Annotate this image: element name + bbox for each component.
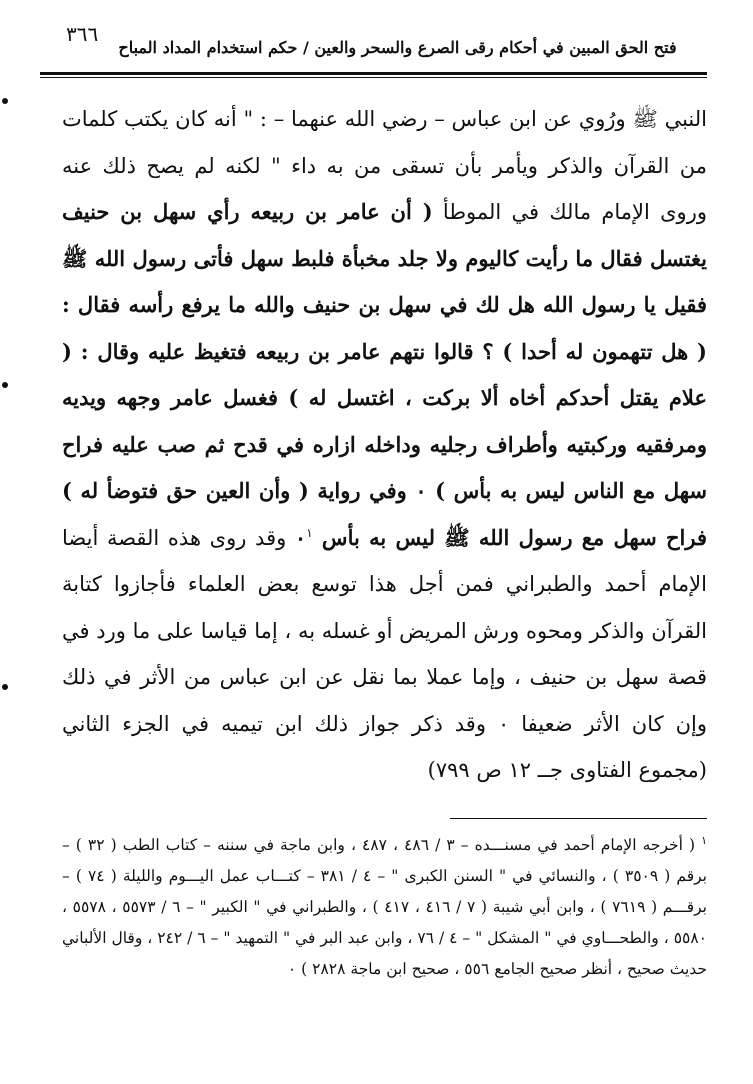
running-header: فتح الحق المبين في أحكام رقى الصرع والسحر والعين / حكم استخدام المداد المباح (118, 38, 677, 57)
margin-dot (2, 382, 8, 388)
page-number: ٣٦٦ (66, 22, 99, 46)
footnote-marker: ١ (701, 833, 707, 847)
footnote-divider (450, 818, 707, 819)
footnote (62, 830, 707, 985)
footnote-text: ( أخرجه الإمام أحمد في مسنـــده – ٣ / ٤٨٦ ، ٤٨٧ ، وابن ماجة في سننه – كتاب الطب ( ٣٢ ) – برقم ( ٣٥٠٩ ) ، والنسائي في " السنن الكبرى " – ٤ / ٣٨١ – كتـــاب عمل اليـــوم والليلة ( ٧٤ ) – برقـــم ( ٧٦١٩ ) ، وابن أبي شيبة ( ٧ / ٤١٦ ، ٤١٧ ) ، والطبراني في " الكبير " – ٦ / ٥٥٧٣ ، ٥٥٧٨ ، ٥٥٨٠ ، والطحـــاوي في " المشكل " – ٤ / ٧٦ ، وابن عبد البر في " التمهيد " – ٦ / ٢٤٢ ، وقال الألباني حديث صحيح ، أنظر صحيح الجامع ٥٥٦ ، صحيح ابن ماجة ٢٨٢٨ ) ٠ (62, 836, 707, 978)
header-rule-thin (40, 77, 707, 78)
body-text-continued: وقد روى هذه القصة أيضا الإمام أحمد والطبراني فمن أجل هذا توسع بعض العلماء فأجازوا كتابة القرآن والذكر ومحوه ورش المريض أو غسله به ، إما قياسا على ما ورد في قصة سهل بن حنيف ، وإما عملا بما نقل عن ابن عباس من الأثر في ذلك وإن كان الأثر ضعيفا ٠ وقد ذكر جواز ذلك ابن تيميه في الجزء الثاني (مجموع الفتاوى جــ ١٢ ص ٧٩٩) (62, 525, 707, 782)
margin-dot (2, 684, 8, 690)
hadith-quote: ( أن عامر بن ربيعه رأي سهل بن حنيف يغتسل فقال ما رأيت كاليوم ولا جلد مخبأة فلبط سهل فأتى رسول الله ﷺ فقيل يا رسول الله هل لك في سهل بن حنيف والله ما يرفع رأسه فقال : ( هل تتهمون له أحدا ) ؟ قالوا نتهم عامر بن ربيعه فتغيظ عليه وقال : ( علام يقتل أحدكم أخاه ألا بركت ، اغتسل له ) فغسل عامر وجهه ويديه ومرفقيه وركبتيه وأطراف رجليه وداخله ازاره في قدح ثم صب عليه فراح سهل مع الناس ليس به بأس ) ٠ وفي رواية ( وأن العين حق فتوضأ له ) فراح سهل مع رسول الله ﷺ ليس به بأس ٠ (62, 199, 708, 550)
body-text-plain: النبي ﷺ ورُوي عن ابن عباس – رضي الله عنهما – : " أنه كان يكتب كلمات من القرآن والذكر ويأمر بأن تسقى من به داء " لكنه لم يصح ذلك عنه وروى الإمام مالك في الموطأ (62, 107, 707, 224)
footnote-reference: ١ (306, 525, 313, 540)
main-body-text (62, 96, 707, 794)
margin-dot (2, 98, 8, 104)
footnote-paragraph (62, 830, 707, 985)
header-rule (40, 72, 707, 75)
body-paragraph (62, 96, 707, 794)
